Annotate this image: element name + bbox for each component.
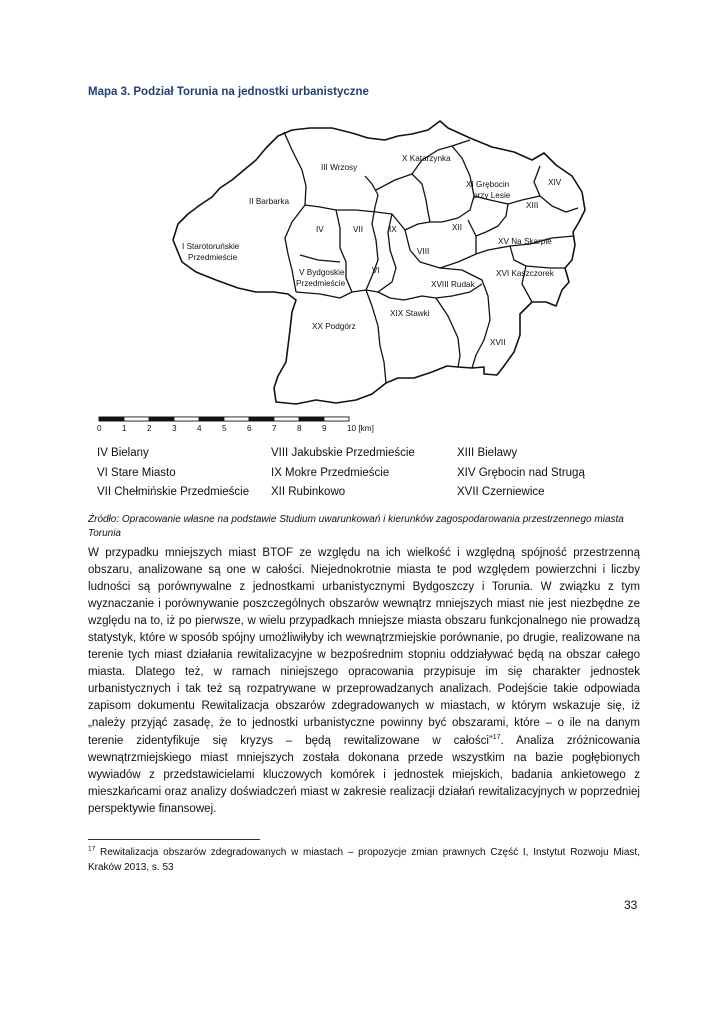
scale-tick-label: 0 xyxy=(97,424,102,433)
body-text-part1: W przypadku mniejszych miast BTOF ze względu na ich wielkość i względną spójność przestrzenną obszaru, analizowane są one w całości. Niejednokrotnie miasta te pod względem powierzchni i liczby ludności są porównywalne z jednostkami urbanistycznymi Bydgoszczy i Torunia. W związku z tym wyznaczanie i porównywanie poszczególnych obszarów wewnątrz mniejszych miast nie jest niezbędne ze względu na to, iż po pierwsze, w wielu przypadkach mniejsze miasta obszaru funkcjonalnego nie prowadzą statystyk, które w sposób spójny umożliwiłyby ich wewnątrzmiejskie porównanie, po drugie, realizowane na terenie tych miast działania rewitalizacyjne w bezpośrednim stopniu oddziaływać będą na obszar całego miasta. Dlatego też, w ramach niniejszego opracowania przypisuje im się charakter jednostek urbanistycznych i tak też są rozpatrywane w przeprowadzanych analizach. Podejście takie odpowiada zapisom dokumentu Rewitalizacja obszarów zdegradowanych w miastach, w którym wskazuje się, iż „należy przyjąć zasadę, że to jednostki urbanistyczne powinny być obszarami, które – o ile na danym terenie zidentyfikuje się kryzys – będą rewitalizowane w całości” xyxy=(88,547,640,747)
legend-item: XII Rubinkowo xyxy=(271,486,346,498)
scale-bar-segment xyxy=(274,417,299,421)
region-label-X: X Katarzynka xyxy=(402,154,451,163)
scale-labels xyxy=(97,424,374,433)
region-label-I-1: I Starotoruńskie xyxy=(182,242,240,251)
torun-urban-units-map xyxy=(0,0,725,440)
region-label-III: III Wrzosy xyxy=(321,163,358,172)
region-label-XX: XX Podgórz xyxy=(312,322,356,331)
scale-tick-label: 5 xyxy=(222,424,227,433)
region-label-V-2: Przedmieście xyxy=(296,279,346,288)
page-number: 33 xyxy=(624,898,638,912)
scale-bar-segment xyxy=(199,417,224,421)
footnote-number: 17 xyxy=(88,845,96,853)
legend-item: VI Stare Miasto xyxy=(97,466,176,479)
map-svg xyxy=(0,0,725,440)
scale-tick-label: 8 xyxy=(297,424,302,433)
scale-bar-segment xyxy=(224,417,249,421)
scale-tick-label: 2 xyxy=(147,424,152,433)
region-label-XVIII: XVIII Rudak xyxy=(431,280,475,289)
map-legend xyxy=(97,447,617,506)
legend-item: IV Bielany xyxy=(97,447,149,459)
scale-tick-label: 3 xyxy=(172,424,177,433)
scale-bar-segment xyxy=(149,417,174,421)
body-text-part2: . Analiza zróżnicowania wewnątrzmiejskiego miast mniejszych została dokonana przede wszystkim na bazie pogłębionych wywiadów z przedstawicielami kluczowych komórek i jednostek miejskich, badania ankietowego z mieszkańcami oraz analizy doświadczeń miast w zakresie realizacji działań rewitalizacyjnych w poprzedniej perspektywie finansowej. xyxy=(88,734,640,815)
scale-bar-segment xyxy=(124,417,149,421)
footnote-reference[interactable]: 17 xyxy=(492,733,501,741)
scale-tick-label: 1 xyxy=(122,424,127,433)
region-label-XVII: XVII xyxy=(490,338,506,347)
scale-bar-segment xyxy=(99,417,124,421)
scale-bar-segment xyxy=(324,417,349,421)
legend-item: XIV Grębocin nad Strugą xyxy=(457,466,585,479)
footnote-divider xyxy=(88,839,260,840)
region-label-XIX: XIX Stawki xyxy=(390,309,430,318)
legend-item: XIII Bielawy xyxy=(457,447,518,459)
region-label-IX: IX xyxy=(389,225,397,234)
scale-bar xyxy=(99,417,349,421)
body-paragraph xyxy=(88,545,640,818)
legend-item: XVII Czerniewice xyxy=(457,486,545,498)
scale-tick-label: 7 xyxy=(272,424,277,433)
scale-tick-label: 9 xyxy=(322,424,327,433)
region-label-XI-1: XI Grębocin xyxy=(466,180,510,189)
legend-item: VII Chełmińskie Przedmieście xyxy=(97,486,250,498)
scale-bar-segment xyxy=(174,417,199,421)
legend-item: VIII Jakubskie Przedmieście xyxy=(271,447,415,459)
region-label-VII: VII xyxy=(353,225,364,234)
footnote-text: Rewitalizacja obszarów zdegradowanych w miastach – propozycje zmian prawnych Część I, Instytut Rozwoju Miast, Kraków 2013, s. 53 xyxy=(88,847,640,873)
legend-row xyxy=(97,467,617,487)
region-label-XII: XII xyxy=(452,223,463,232)
region-label-I-2: Przedmieście xyxy=(188,253,238,262)
map-source-note: Źródło: Opracowanie własne na podstawie Studium uwarunkowań i kierunków zagospodarowania przestrzennego miasta Torunia xyxy=(88,514,624,539)
region-label-II: II Barbarka xyxy=(249,197,290,206)
scale-bar-segment xyxy=(249,417,274,421)
region-label-IV: IV xyxy=(316,225,324,234)
map-title: Mapa 3. Podział Torunia na jednostki urbanistyczne xyxy=(88,86,369,98)
legend-row xyxy=(97,447,617,467)
scale-tick-label: 10 [km] xyxy=(347,424,374,433)
region-label-VIII: VIII xyxy=(417,247,430,256)
region-label-XIII: XIII xyxy=(526,201,539,210)
city-outline xyxy=(173,121,585,404)
legend-item: IX Mokre Przedmieście xyxy=(271,466,390,479)
region-label-VI: VI xyxy=(372,266,380,275)
region-label-XIV: XIV xyxy=(548,178,562,187)
region-label-XI-2: przy Lesie xyxy=(473,191,511,200)
scale-tick-label: 4 xyxy=(197,424,202,433)
legend-row xyxy=(97,486,617,506)
region-label-XV: XV Na Skarpie xyxy=(498,237,552,246)
scale-tick-label: 6 xyxy=(247,424,252,433)
footnote xyxy=(88,845,640,875)
region-label-V-1: V Bydgoskie xyxy=(299,268,345,277)
scale-bar-segment xyxy=(299,417,324,421)
region-label-XVI: XVI Kaszczorek xyxy=(496,269,554,278)
